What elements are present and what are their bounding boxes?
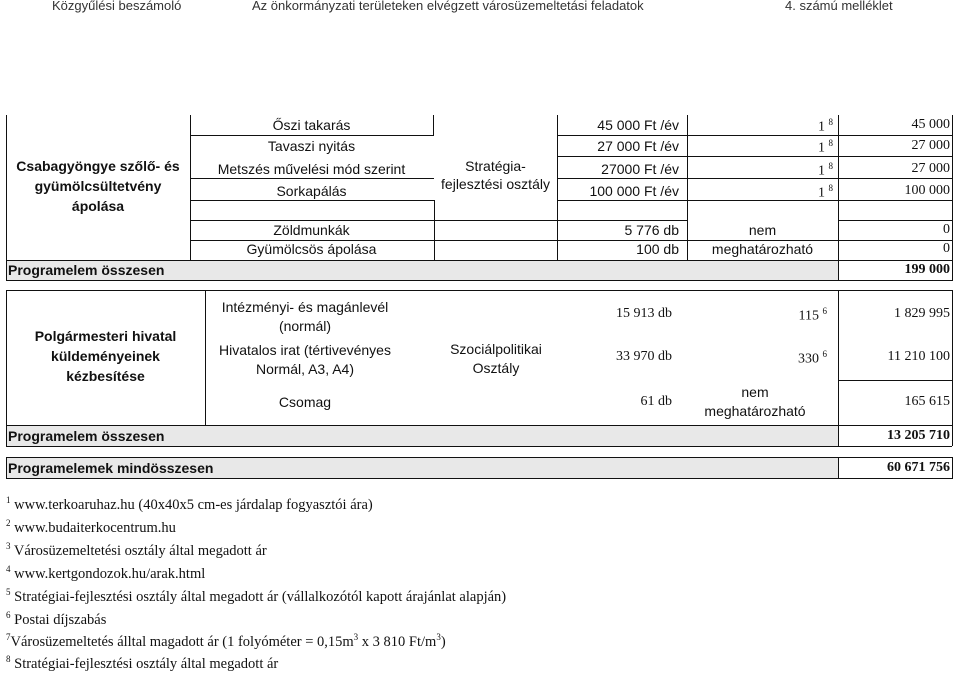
summary-label: Programelem összesen (8, 262, 165, 278)
price-cell: 27 000 Ft /év (597, 138, 679, 154)
footnote-item: $^6$ Postai díjszabás (6, 610, 107, 628)
price-cell: 61 db (640, 394, 672, 409)
qty-cell: nem (748, 222, 777, 238)
total-cell: 11 210 100 (887, 349, 950, 364)
footnote-item: $^4$ www.kertgondozok.hu/arak.html (6, 564, 206, 582)
qty-cell: 330 (798, 351, 819, 367)
footnote-item: $^3$ Városüzemeltetési osztály által megadott ár (6, 541, 267, 559)
summary-total: 13 205 710 (887, 428, 950, 443)
program-name-line: kézbesítése (66, 368, 145, 384)
qty-cell: meghatározható (711, 241, 814, 257)
price-cell: 15 913 db (616, 306, 672, 321)
grand-total-value: 60 671 756 (887, 460, 950, 475)
footnote-item: $^8$ Stratégiai-fejlesztési osztály által megadott ár (6, 654, 279, 672)
task-cell: Sorkapálás (276, 183, 347, 199)
footnote-ref: 6 (822, 306, 827, 316)
qty-cell: meghatározható (704, 403, 806, 419)
qty-cell: 115 (798, 308, 819, 324)
total-cell: 165 615 (904, 394, 950, 409)
task-cell: Normál, A3, A4) (255, 361, 355, 377)
department-line: fejlesztési osztály (441, 176, 550, 192)
total-cell: 1 829 995 (894, 306, 950, 321)
task-cell: Hivatalos irat (tértivevényes (219, 342, 391, 358)
price-cell: 33 970 db (616, 349, 672, 364)
task-cell: Őszi takarás (272, 117, 351, 133)
program-name-line: küldeményeinek (51, 348, 160, 364)
total-cell: 45 000 (911, 117, 950, 132)
task-cell: Csomag (278, 394, 332, 410)
qty-cell: nem (741, 384, 769, 400)
footnote-ref: 8 (828, 117, 833, 127)
footnote-item: $^5$ Stratégiai-fejlesztési osztály által megadott ár (vállalkozótól kapott árajánlat alapján) (6, 587, 507, 605)
total-cell: 27 000 (911, 138, 950, 153)
footnote-item: $^7$Városüzemeltetés álltal magadott ár (1 folyóméter = $0,15m^3$ x 3 810 $Ft/m^3$) (6, 632, 446, 650)
price-cell: 100 db (636, 241, 679, 257)
task-cell: Gyümölcsös ápolása (246, 241, 377, 257)
total-cell: 0 (943, 241, 950, 256)
price-cell: 27000 Ft /év (601, 161, 679, 177)
footnote-item: $^1$ www.terkoaruhaz.hu (40x40x5 cm-es járdalap fogyasztói ára) (6, 495, 373, 513)
task-cell: Metszés művelési mód szerint (217, 161, 406, 177)
qty-cell: 1 (818, 185, 825, 201)
qty-cell: 1 (818, 140, 825, 156)
header-right: 4. számú melléklet (785, 0, 893, 13)
qty-cell: 1 (818, 163, 825, 179)
header-center: Az önkormányzati területeken elvégzett városüzemeltetási feladatok (252, 0, 644, 13)
price-cell: 100 000 Ft /év (589, 183, 679, 199)
total-cell: 100 000 (904, 183, 950, 198)
program-name-line: gyümölcsültetvény (34, 178, 162, 194)
price-cell: 45 000 Ft /év (597, 117, 679, 133)
department-line: Szociálpolitikai (450, 341, 542, 357)
task-cell: Intézményi- és magánlevél (221, 299, 389, 315)
grand-total-label: Programelemek mindösszesen (8, 460, 214, 476)
footnote-ref: 8 (828, 161, 833, 171)
task-cell: (normál) (278, 318, 332, 334)
summary-label: Programelem összesen (8, 428, 165, 444)
department-line: Osztály (472, 360, 520, 376)
total-cell: 27 000 (911, 161, 950, 176)
program-name-line: ápolása (71, 198, 125, 214)
price-cell: 5 776 db (624, 222, 679, 238)
footnote-ref: 8 (828, 183, 833, 193)
footnote-item: $^2$ www.budaiterkocentrum.hu (6, 518, 176, 536)
total-cell: 0 (943, 222, 950, 237)
header-left: Közgyűlési beszámoló (52, 0, 182, 13)
department-line: Stratégia- (465, 158, 526, 174)
footnote-ref: 8 (828, 138, 833, 148)
task-cell: Zöldmunkák (273, 222, 350, 238)
summary-total: 199 000 (904, 262, 950, 277)
qty-cell: 1 (818, 119, 825, 135)
task-cell: Tavaszi nyitás (267, 138, 356, 154)
program-name-line: Csabagyöngye szőlő- és (16, 158, 180, 174)
program-name-line: Polgármesteri hivatal (34, 328, 177, 344)
footnote-ref: 6 (822, 349, 827, 359)
